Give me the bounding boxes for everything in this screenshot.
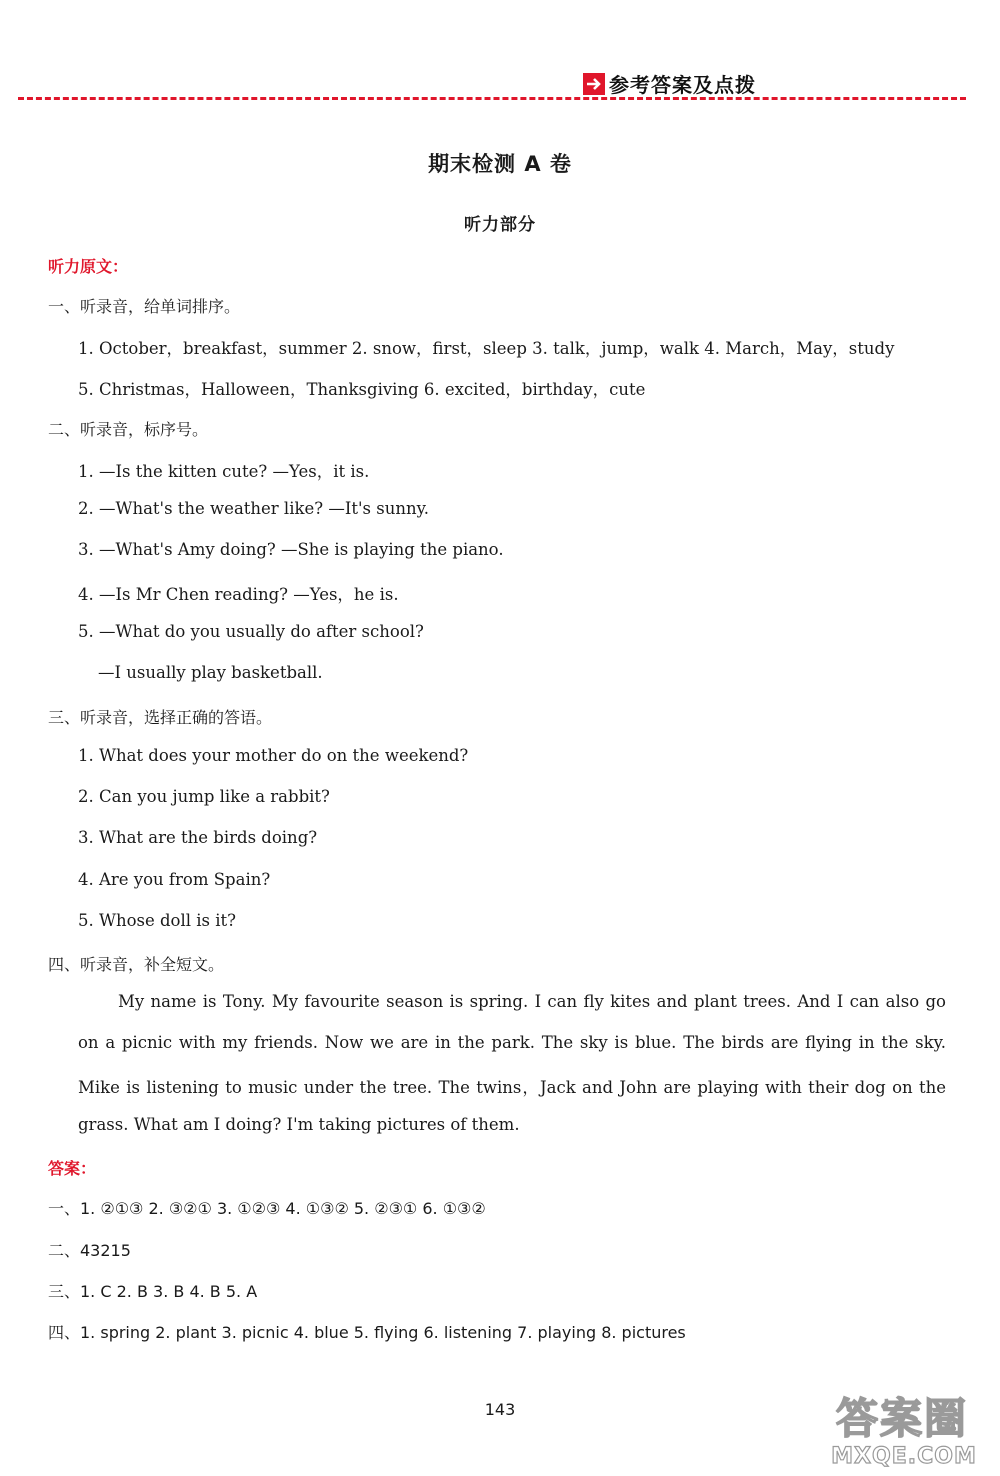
watermark-site: MXQE.COM: [831, 1444, 977, 1469]
page-number: 143: [484, 1400, 516, 1419]
section3-line: 2. Can you jump like a rabbit?: [78, 787, 330, 806]
watermark-logo: [812, 1387, 992, 1469]
header: [583, 69, 756, 98]
header-divider: [18, 97, 966, 100]
answer-line: 三、1. C 2. B 3. B 4. B 5. A: [48, 1282, 258, 1301]
page-title: 期末检测 A 卷: [428, 152, 572, 176]
section2-heading: 二、听录音，标序号。: [48, 420, 209, 439]
section3-line: 3. What are the birds doing?: [78, 828, 318, 847]
section2-continuation: —I usually play basketball.: [98, 663, 323, 682]
section3-line: 4. Are you from Spain?: [78, 870, 271, 889]
section2-line: 2. —What's the weather like? —It's sunny.: [78, 499, 429, 518]
header-title: 参考答案及点拨: [609, 73, 756, 97]
answer-line: 二、43215: [48, 1241, 131, 1260]
section1-line: 1. October，breakfast，summer 2. snow，first，sleep 3. talk，jump，walk 4. March，May，study: [78, 339, 895, 358]
section3-line: 5. Whose doll is it?: [78, 911, 237, 930]
answer-line: 四、1. spring 2. plant 3. picnic 4. blue 5. flying 6. listening 7. playing 8. pictures: [48, 1323, 686, 1342]
section2-line: 3. —What's Amy doing? —She is playing the piano.: [78, 540, 504, 559]
section4-paragraph-line: My name is Tony. My favourite season is spring. I can fly kites and plant trees. And I can also go: [118, 992, 946, 1011]
answer-line: 一、1. ②①③ 2. ③②① 3. ①②③ 4. ①③② 5. ②③① 6. ①③②: [48, 1199, 486, 1218]
section3-heading: 三、听录音，选择正确的答语。: [48, 708, 273, 727]
arrow-right-icon: [583, 73, 605, 95]
section4-paragraph-line: on a picnic with my friends. Now we are in the park. The sky is blue. The birds are flying in the sky.: [78, 1033, 946, 1052]
section1-line: 5. Christmas，Halloween，Thanksgiving 6. excited，birthday，cute: [78, 380, 646, 399]
section3-line: 1. What does your mother do on the weekend?: [78, 746, 469, 765]
section2-line: 1. —Is the kitten cute? —Yes，it is.: [78, 462, 370, 481]
section2-line: 5. —What do you usually do after school?: [78, 622, 424, 641]
transcript-label: 听力原文：: [48, 257, 129, 276]
answers-label: 答案：: [48, 1159, 97, 1178]
section1-heading: 一、听录音，给单词排序。: [48, 297, 241, 316]
section4-paragraph-line: Mike is listening to music under the tree. The twins，Jack and John are playing with their dog on the: [78, 1078, 946, 1097]
section4-paragraph-line: grass. What am I doing? I'm taking pictures of them.: [78, 1115, 520, 1134]
page-subtitle: 听力部分: [464, 215, 536, 235]
watermark-text: 答案圈: [835, 1394, 969, 1443]
section2-line: 4. —Is Mr Chen reading? —Yes，he is.: [78, 585, 399, 604]
section4-heading: 四、听录音，补全短文。: [48, 955, 225, 974]
